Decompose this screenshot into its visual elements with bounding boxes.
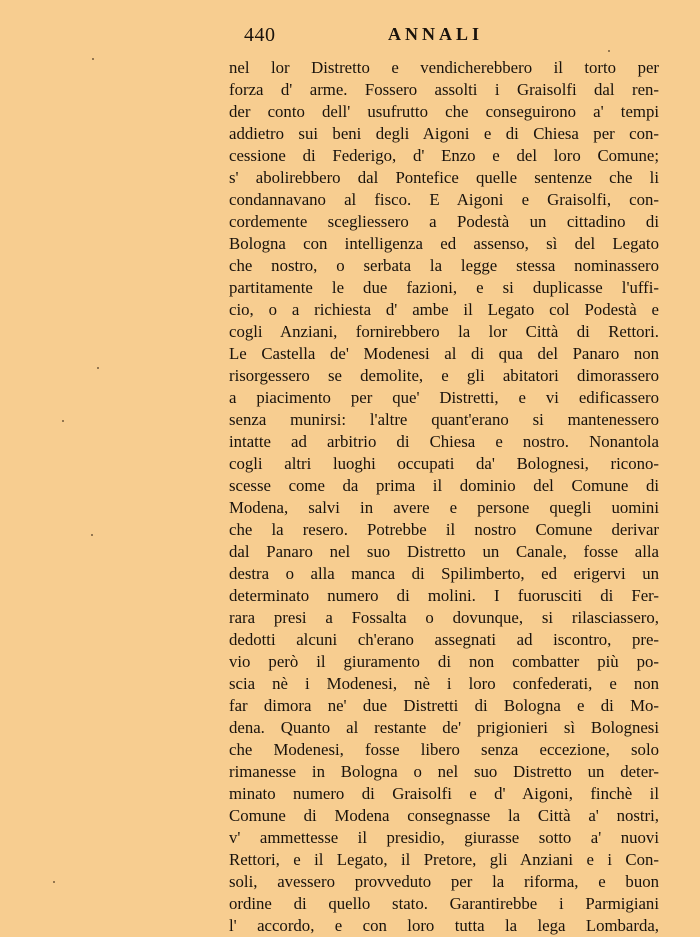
text-line: destra o alla manca di Spilimberto, ed erigervi un [229, 564, 659, 583]
text-line: dedotti alcuni ch'erano assegnati ad iscontro, pre- [229, 630, 659, 649]
text-line: nel lor Distretto e vendicherebbero il torto per [229, 58, 659, 77]
text-line: che Modenesi, fosse libero senza eccezione, solo [229, 740, 659, 759]
paper-speck [91, 534, 93, 536]
text-line: partitamente le due fazioni, e si duplicasse l'uffi- [229, 278, 659, 297]
text-line: cogli Anziani, fornirebbero la lor Città di Rettori. [229, 322, 659, 341]
text-line: ordine di quello stato. Garantirebbe i Parmigiani [229, 894, 659, 913]
text-line: che la resero. Potrebbe il nostro Comune derivar [229, 520, 659, 539]
paper-speck [62, 420, 64, 422]
text-line: cessione di Federigo, d' Enzo e del loro Comune; [229, 146, 659, 165]
text-line: far dimora ne' due Distretti di Bologna e di Mo- [229, 696, 659, 715]
text-line: addietro sui beni degli Aigoni e di Chiesa per con- [229, 124, 659, 143]
text-line: dena. Quanto al restante de' prigionieri sì Bolognesi [229, 718, 659, 737]
text-line: Le Castella de' Modenesi al di qua del Panaro non [229, 344, 659, 363]
paper-speck [608, 50, 610, 52]
text-line: a piacimento per que' Distretti, e vi edificassero [229, 388, 659, 407]
text-line: v' ammettesse il presidio, giurasse sotto a' nuovi [229, 828, 659, 847]
text-line: risorgessero se demolite, e gli abitatori dimorassero [229, 366, 659, 385]
text-line: cordemente scegliessero a Podestà un cittadino di [229, 212, 659, 231]
text-line: l' accordo, e con loro tutta la lega Lombarda, [229, 916, 659, 935]
text-line: condannavano al fisco. E Aigoni e Graisolfi, con- [229, 190, 659, 209]
paper-speck [92, 58, 94, 60]
text-line: der conto dell' usufrutto che conseguirono a' tempi [229, 102, 659, 121]
text-line: scesse come da prima il dominio del Comune di [229, 476, 659, 495]
text-line: determinato numero di molini. I fuorusciti di Fer- [229, 586, 659, 605]
text-line: cio, o a richiesta d' ambe il Legato col Podestà e [229, 300, 659, 319]
text-line: forza d' arme. Fossero assolti i Graisolfi dal ren- [229, 80, 659, 99]
text-line: cogli altri luoghi occupati da' Bolognesi, ricono- [229, 454, 659, 473]
text-line: senza munirsi: l'altre quant'erano si mantenessero [229, 410, 659, 429]
text-line: Comune di Modena consegnasse la Città a' nostri, [229, 806, 659, 825]
text-line: Rettori, e il Legato, il Pretore, gli Anziani e i Con- [229, 850, 659, 869]
text-line: scia nè i Modenesi, nè i loro confederati, e non [229, 674, 659, 693]
paper-speck [97, 367, 99, 369]
text-line: che nostro, o serbata la legge stessa nominassero [229, 256, 659, 275]
page-number: 440 [244, 24, 276, 46]
text-line: dal Panaro nel suo Distretto un Canale, fosse alla [229, 542, 659, 561]
text-line: rimanesse in Bologna o nel suo Distretto un deter- [229, 762, 659, 781]
text-line: Modena, salvi in avere e persone quegli uomini [229, 498, 659, 517]
running-head: ANNALI [388, 24, 484, 44]
text-line: minato numero di Graisolfi e d' Aigoni, finchè il [229, 784, 659, 803]
paper-speck [53, 881, 55, 883]
body-text [229, 57, 659, 937]
text-line: intatte ad arbitrio di Chiesa e nostro. Nonantola [229, 432, 659, 451]
text-line: vio però il giuramento di non combatter più po- [229, 652, 659, 671]
text-line: soli, avessero provveduto per la riforma, e buon [229, 872, 659, 891]
text-line: rara presi a Fossalta o dovunque, si rilasciassero, [229, 608, 659, 627]
text-line: s' abolirebbero dal Pontefice quelle sentenze che li [229, 168, 659, 187]
text-line: Bologna con intelligenza ed assenso, sì del Legato [229, 234, 659, 253]
